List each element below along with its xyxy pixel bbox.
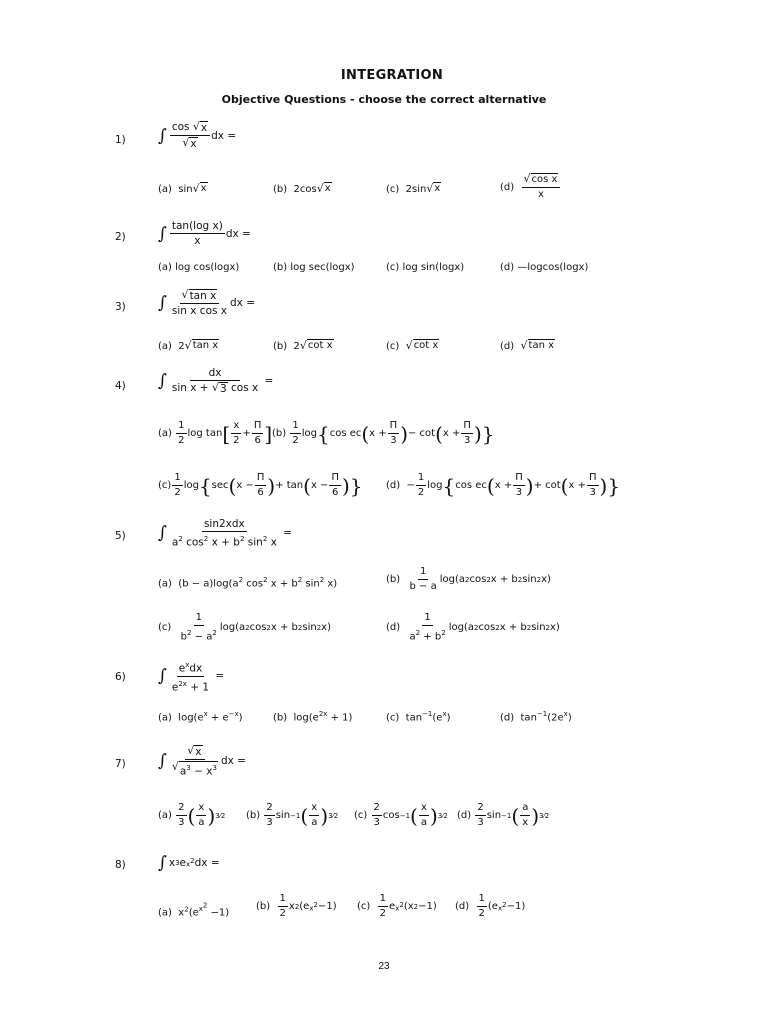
option-a: (a) $\frac{2}{3}$ ( $\frac{x}{a}$ ) 3⁄2: [158, 802, 226, 828]
option-b: (b) $\log(e^{2x} + 1)$: [273, 710, 353, 724]
option-b: (b) $\frac{1}{2}$ x 2 (e $x^2$ −1): [256, 893, 337, 919]
question-stem: ∫ √ tan x sin x cos x dx =: [158, 288, 256, 317]
question-stem: ∫ cos √ x √ x dx =: [158, 120, 237, 150]
option-b: (b) log sec(logx): [273, 262, 355, 273]
option-d: (d) —logcos(logx): [500, 262, 589, 273]
option-a: (a) $(b - a)\log(a^2$ $\cos^2 x + b^2$ $\sin^2 x$): [158, 576, 338, 590]
option-b: (b) 2cos √ x: [273, 182, 331, 195]
option-d: (d) √ tan x: [500, 339, 555, 352]
option-d: (d) √ cos x x: [500, 173, 561, 201]
option-b: (b) $\frac{1}{b - a}$ log(a 2 cos 2 x + b 2 sin 2 x): [386, 566, 551, 592]
option-d: (d) $\tan^{-1}(2e^x)$: [500, 710, 572, 724]
option-b: (b) $\frac{1}{2}$ log { cos ec ( x + $\frac{\Pi}{3}$ ) − cot ( x + $\frac{\Pi}{3}$ ) }: [272, 420, 495, 446]
question-stem: ∫ dx sin x + √ 3 cos x =: [158, 367, 274, 395]
option-c: (c) $\frac{2}{3}$ cos −1 ( $\frac{x}{a}$ ) 3⁄2: [354, 802, 448, 828]
option-a: (a) 2 √ tan x: [158, 339, 219, 352]
question-number: 1): [115, 134, 126, 146]
option-a: (a) sin √ x: [158, 182, 207, 195]
question-stem: ∫ √ x √ $a^3 - x^3$ dx =: [158, 744, 246, 778]
option-a: (a) $x^2(e^{x^2} -1)$: [158, 902, 230, 919]
option-b: (b) 2 √ cot x: [273, 339, 333, 352]
option-c: (c) $\tan^{-1}(e^x)$: [386, 710, 451, 724]
question-number: 6): [115, 671, 126, 683]
page-subtitle: Objective Questions - choose the correct alternative: [221, 93, 547, 106]
option-d: (d) $\frac{2}{3}$ sin −1 ( $\frac{a}{x}$ ) 3⁄2: [457, 802, 550, 828]
option-d: (d) $\frac{1}{a^2 + b^2}$ log(a 2 cos 2 x + b 2 sin 2 x): [386, 612, 560, 643]
option-a: (a) $\frac{1}{2}$ log tan [ $\frac{x}{2}$ + $\frac{\Pi}{6}$ ]: [158, 420, 273, 446]
question-number: 4): [115, 380, 126, 392]
option-c: (c) $\frac{1}{2}$ log { sec ( x − $\frac{\Pi}{6}$ ) + tan ( x − $\frac{\Pi}{6}$ ) }: [158, 472, 363, 498]
option-b: (b) $\frac{2}{3}$ sin −1 ( $\frac{x}{a}$ ) 3⁄2: [246, 802, 339, 828]
question-number: 5): [115, 530, 126, 542]
question-number: 3): [115, 301, 126, 313]
page-title: INTEGRATION: [340, 68, 444, 83]
question-stem: ∫ $\frac{e^xdx}{e^{2x} + 1}$ =: [158, 661, 225, 693]
option-c: (c) √ cot x: [386, 339, 439, 352]
option-d: (d) $\frac{1}{2}$ (e $x^2$ −1): [455, 893, 526, 919]
option-a: (a) $\log(e^x + e^{-x})$: [158, 710, 243, 724]
question-stem: ∫ $\frac{\text{tan(log x)}}{x}$ dx =: [158, 220, 251, 247]
option-c: (c) $\frac{1}{2}$ e $x^2$ (x 2 −1): [357, 893, 437, 919]
question-stem: ∫ x 3 e $x^2$ dx =: [158, 853, 220, 873]
option-c: (c) log sin(logx): [386, 262, 465, 273]
option-d: (d) − $\frac{1}{2}$ log { cos ec ( x + $\frac{\Pi}{3}$ ) + cot ( x + $\frac{\Pi}{3}$ ) }: [386, 472, 621, 498]
page-number: 23: [378, 961, 390, 972]
option-a: (a) log cos(logx): [158, 262, 240, 273]
option-c: (c) $\frac{1}{b^2 - a^2}$ log(a 2 cos 2 x + b 2 sin 2 x): [158, 612, 331, 643]
question-number: 7): [115, 758, 126, 770]
option-c: (c) 2sin √ x: [386, 182, 441, 195]
question-stem: ∫ $\frac{\text{sin2xdx}}{a^2 \cos^2 x + b^2 \sin^2 x}$ =: [158, 518, 292, 549]
question-number: 8): [115, 859, 126, 871]
question-number: 2): [115, 231, 126, 243]
